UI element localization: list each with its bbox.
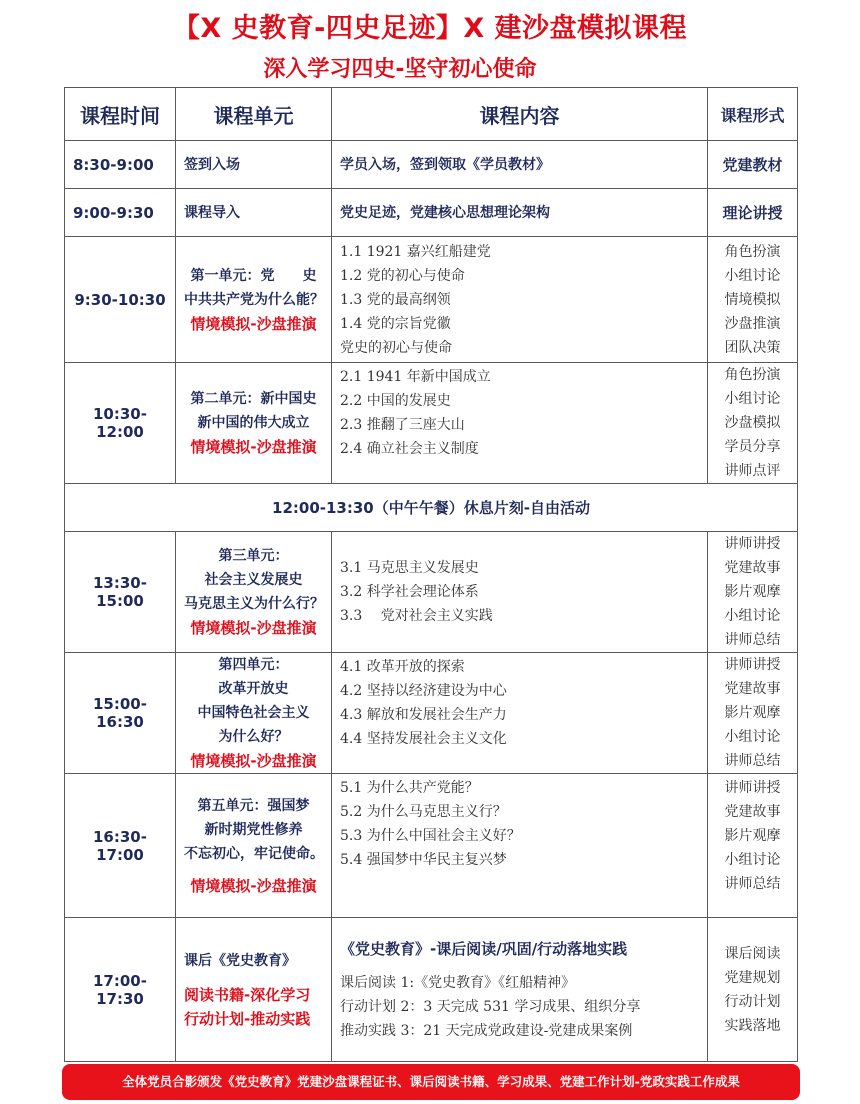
row-unit: 签到入场 bbox=[176, 141, 332, 189]
row-content bbox=[332, 653, 708, 774]
content-item: 3.3 党对社会主义实践 bbox=[340, 608, 493, 624]
unit-line: 中国特色社会主义 bbox=[197, 705, 310, 721]
form-item: 影片观摩 bbox=[724, 705, 781, 721]
content-item: 课后阅读 1:《党史教育》《红船精神》 bbox=[340, 974, 576, 991]
row-time: 9:00-9:30 bbox=[65, 189, 176, 237]
table-row bbox=[65, 141, 798, 189]
unit-method: 情境模拟-沙盘推演 bbox=[190, 876, 317, 895]
content-item: 1.1 1921 嘉兴红船建党 bbox=[340, 243, 491, 260]
form-item: 团队决策 bbox=[724, 339, 781, 356]
row-unit bbox=[176, 237, 332, 363]
table-row bbox=[65, 363, 798, 484]
form-item: 讲师讲授 bbox=[724, 780, 781, 796]
content-item: 1.3 党的最高纲领 bbox=[340, 291, 451, 308]
row-form bbox=[708, 237, 798, 363]
header-form: 课程形式 bbox=[708, 88, 798, 141]
header-row bbox=[65, 88, 798, 141]
footer-banner: 全体党员合影颁发《党史教育》党建沙盘课程证书、课后阅读书籍、学习成果、党建工作计划-党政实践工作成果 bbox=[62, 1064, 800, 1100]
row-unit bbox=[176, 918, 332, 1062]
row-content bbox=[332, 918, 708, 1062]
row-form bbox=[708, 363, 798, 484]
form-item: 影片观摩 bbox=[724, 828, 781, 844]
row-time: 8:30-9:00 bbox=[65, 141, 176, 189]
row-content bbox=[332, 363, 708, 484]
form-item: 党建规划 bbox=[724, 969, 781, 986]
content-item: 行动计划 2：3 天完成 531 学习成果、组织分享 bbox=[340, 998, 641, 1015]
page-title: 【X 史教育-四史足迹】X 建沙盘模拟课程 bbox=[172, 13, 688, 44]
row-unit: 课程导入 bbox=[176, 189, 332, 237]
row-content: 学员入场，签到领取《学员教材》 bbox=[332, 141, 708, 189]
form-item: 学员分享 bbox=[724, 439, 781, 455]
table-row bbox=[65, 532, 798, 653]
content-item: 2.3 推翻了三座大山 bbox=[340, 417, 465, 433]
header-time: 课程时间 bbox=[65, 88, 176, 141]
unit-line: 第一单元：党 史 bbox=[190, 267, 317, 284]
unit-method: 情境模拟-沙盘推演 bbox=[190, 438, 317, 456]
row-content bbox=[332, 237, 708, 363]
content-item: 党史的初心与使命 bbox=[340, 339, 452, 356]
unit-method: 阅读书籍-深化学习 bbox=[184, 985, 311, 1004]
row-form bbox=[708, 532, 798, 653]
row-unit bbox=[176, 774, 332, 918]
form-item: 党建故事 bbox=[724, 560, 781, 576]
form-item: 小组讨论 bbox=[724, 729, 781, 745]
lunch-row bbox=[65, 484, 798, 532]
table-row bbox=[65, 189, 798, 237]
content-item: 5.3 为什么中国社会主义好？ bbox=[340, 828, 521, 844]
form-item: 角色扮演 bbox=[724, 243, 781, 260]
form-item: 讲师讲授 bbox=[724, 536, 781, 552]
form-item: 情境模拟 bbox=[724, 291, 781, 308]
table-row bbox=[65, 774, 798, 918]
unit-line: 不忘初心，牢记使命。 bbox=[184, 845, 324, 862]
unit-line: 第三单元： bbox=[218, 548, 289, 564]
table-row bbox=[65, 918, 798, 1062]
row-unit bbox=[176, 653, 332, 774]
content-item: 4.3 解放和发展社会生产力 bbox=[340, 707, 507, 723]
unit-method: 情境模拟-沙盘推演 bbox=[190, 314, 317, 333]
content-item: 1.2 党的初心与使命 bbox=[340, 267, 465, 284]
unit-line: 改革开放史 bbox=[218, 681, 289, 697]
unit-line: 为什么好？ bbox=[218, 729, 289, 745]
unit-line: 新时期党性修养 bbox=[204, 821, 303, 838]
content-item: 2.1 1941 年新中国成立 bbox=[340, 369, 491, 385]
content-title: 《党史教育》-课后阅读/巩固/行动落地实践 bbox=[340, 939, 628, 958]
row-time: 9:30-10:30 bbox=[65, 237, 176, 363]
row-content bbox=[332, 774, 708, 918]
content-item: 2.2 中国的发展史 bbox=[340, 393, 451, 409]
content-item: 4.1 改革开放的探索 bbox=[340, 659, 465, 675]
row-time: 17:00-17:30 bbox=[65, 918, 176, 1062]
schedule-table bbox=[64, 87, 798, 1062]
form-item: 影片观摩 bbox=[724, 584, 781, 600]
unit-line: 新中国的伟大成立 bbox=[197, 415, 310, 431]
row-form bbox=[708, 653, 798, 774]
form-item: 小组讨论 bbox=[724, 267, 781, 284]
row-content bbox=[332, 532, 708, 653]
header-unit: 课程单元 bbox=[176, 88, 332, 141]
content-item: 1.4 党的宗旨党徽 bbox=[340, 315, 451, 332]
form-item: 小组讨论 bbox=[724, 608, 781, 624]
header-content: 课程内容 bbox=[332, 88, 708, 141]
lunch-break: 12:00-13:30（中午午餐）休息片刻-自由活动 bbox=[65, 484, 798, 532]
form-item: 角色扮演 bbox=[724, 367, 781, 383]
row-unit bbox=[176, 363, 332, 484]
unit-method: 情境模拟-沙盘推演 bbox=[190, 752, 317, 770]
form-item: 小组讨论 bbox=[724, 391, 781, 407]
content-item: 4.2 坚持以经济建设为中心 bbox=[340, 683, 507, 699]
form-item: 讲师总结 bbox=[724, 632, 781, 648]
content-item: 3.1 马克思主义发展史 bbox=[340, 560, 479, 576]
row-time: 10:30-12:00 bbox=[65, 363, 176, 484]
content-item: 2.4 确立社会主义制度 bbox=[340, 441, 479, 457]
form-item: 小组讨论 bbox=[724, 852, 781, 868]
form-item: 沙盘推演 bbox=[724, 315, 781, 332]
row-form bbox=[708, 918, 798, 1062]
form-item: 党建故事 bbox=[724, 804, 781, 820]
unit-line: 课后《党史教育》 bbox=[184, 952, 296, 969]
row-form bbox=[708, 774, 798, 918]
table-row bbox=[65, 653, 798, 774]
unit-line: 第五单元：强国梦 bbox=[197, 797, 310, 814]
row-form: 党建教材 bbox=[708, 141, 798, 189]
row-time: 15:00-16:30 bbox=[65, 653, 176, 774]
unit-line: 第四单元： bbox=[218, 657, 289, 673]
form-item: 课后阅读 bbox=[724, 945, 781, 962]
form-item: 讲师讲授 bbox=[724, 657, 781, 673]
unit-line: 中共共产党为什么能？ bbox=[184, 291, 324, 308]
content-item: 5.1 为什么共产党能？ bbox=[340, 780, 479, 796]
form-item: 行动计划 bbox=[724, 993, 781, 1010]
unit-line: 马克思主义为什么行？ bbox=[184, 596, 324, 612]
row-form: 理论讲授 bbox=[708, 189, 798, 237]
unit-line: 第二单元：新中国史 bbox=[190, 391, 317, 407]
content-item: 5.4 强国梦中华民主复兴梦 bbox=[340, 852, 507, 868]
content-item: 3.2 科学社会理论体系 bbox=[340, 584, 479, 600]
form-item: 讲师点评 bbox=[724, 463, 781, 479]
form-item: 沙盘模拟 bbox=[724, 415, 781, 431]
row-time: 16:30-17:00 bbox=[65, 774, 176, 918]
row-content: 党史足迹，党建核心思想理论架构 bbox=[332, 189, 708, 237]
form-item: 党建故事 bbox=[724, 681, 781, 697]
table-row bbox=[65, 237, 798, 363]
row-unit bbox=[176, 532, 332, 653]
content-item: 5.2 为什么马克思主义行？ bbox=[340, 804, 507, 820]
form-item: 讲师总结 bbox=[724, 876, 781, 892]
unit-method: 行动计划-推动实践 bbox=[184, 1009, 311, 1028]
row-time: 13:30-15:00 bbox=[65, 532, 176, 653]
unit-line: 社会主义发展史 bbox=[204, 572, 303, 588]
unit-method: 情境模拟-沙盘推演 bbox=[190, 619, 317, 637]
content-item: 4.4 坚持发展社会主义文化 bbox=[340, 731, 507, 747]
content-item: 推动实践 3：21 天完成党政建设-党建成果案例 bbox=[340, 1022, 633, 1039]
form-item: 讲师总结 bbox=[724, 753, 781, 769]
form-item: 实践落地 bbox=[724, 1017, 781, 1034]
page-subtitle: 深入学习四史-坚守初心使命 bbox=[263, 57, 537, 82]
